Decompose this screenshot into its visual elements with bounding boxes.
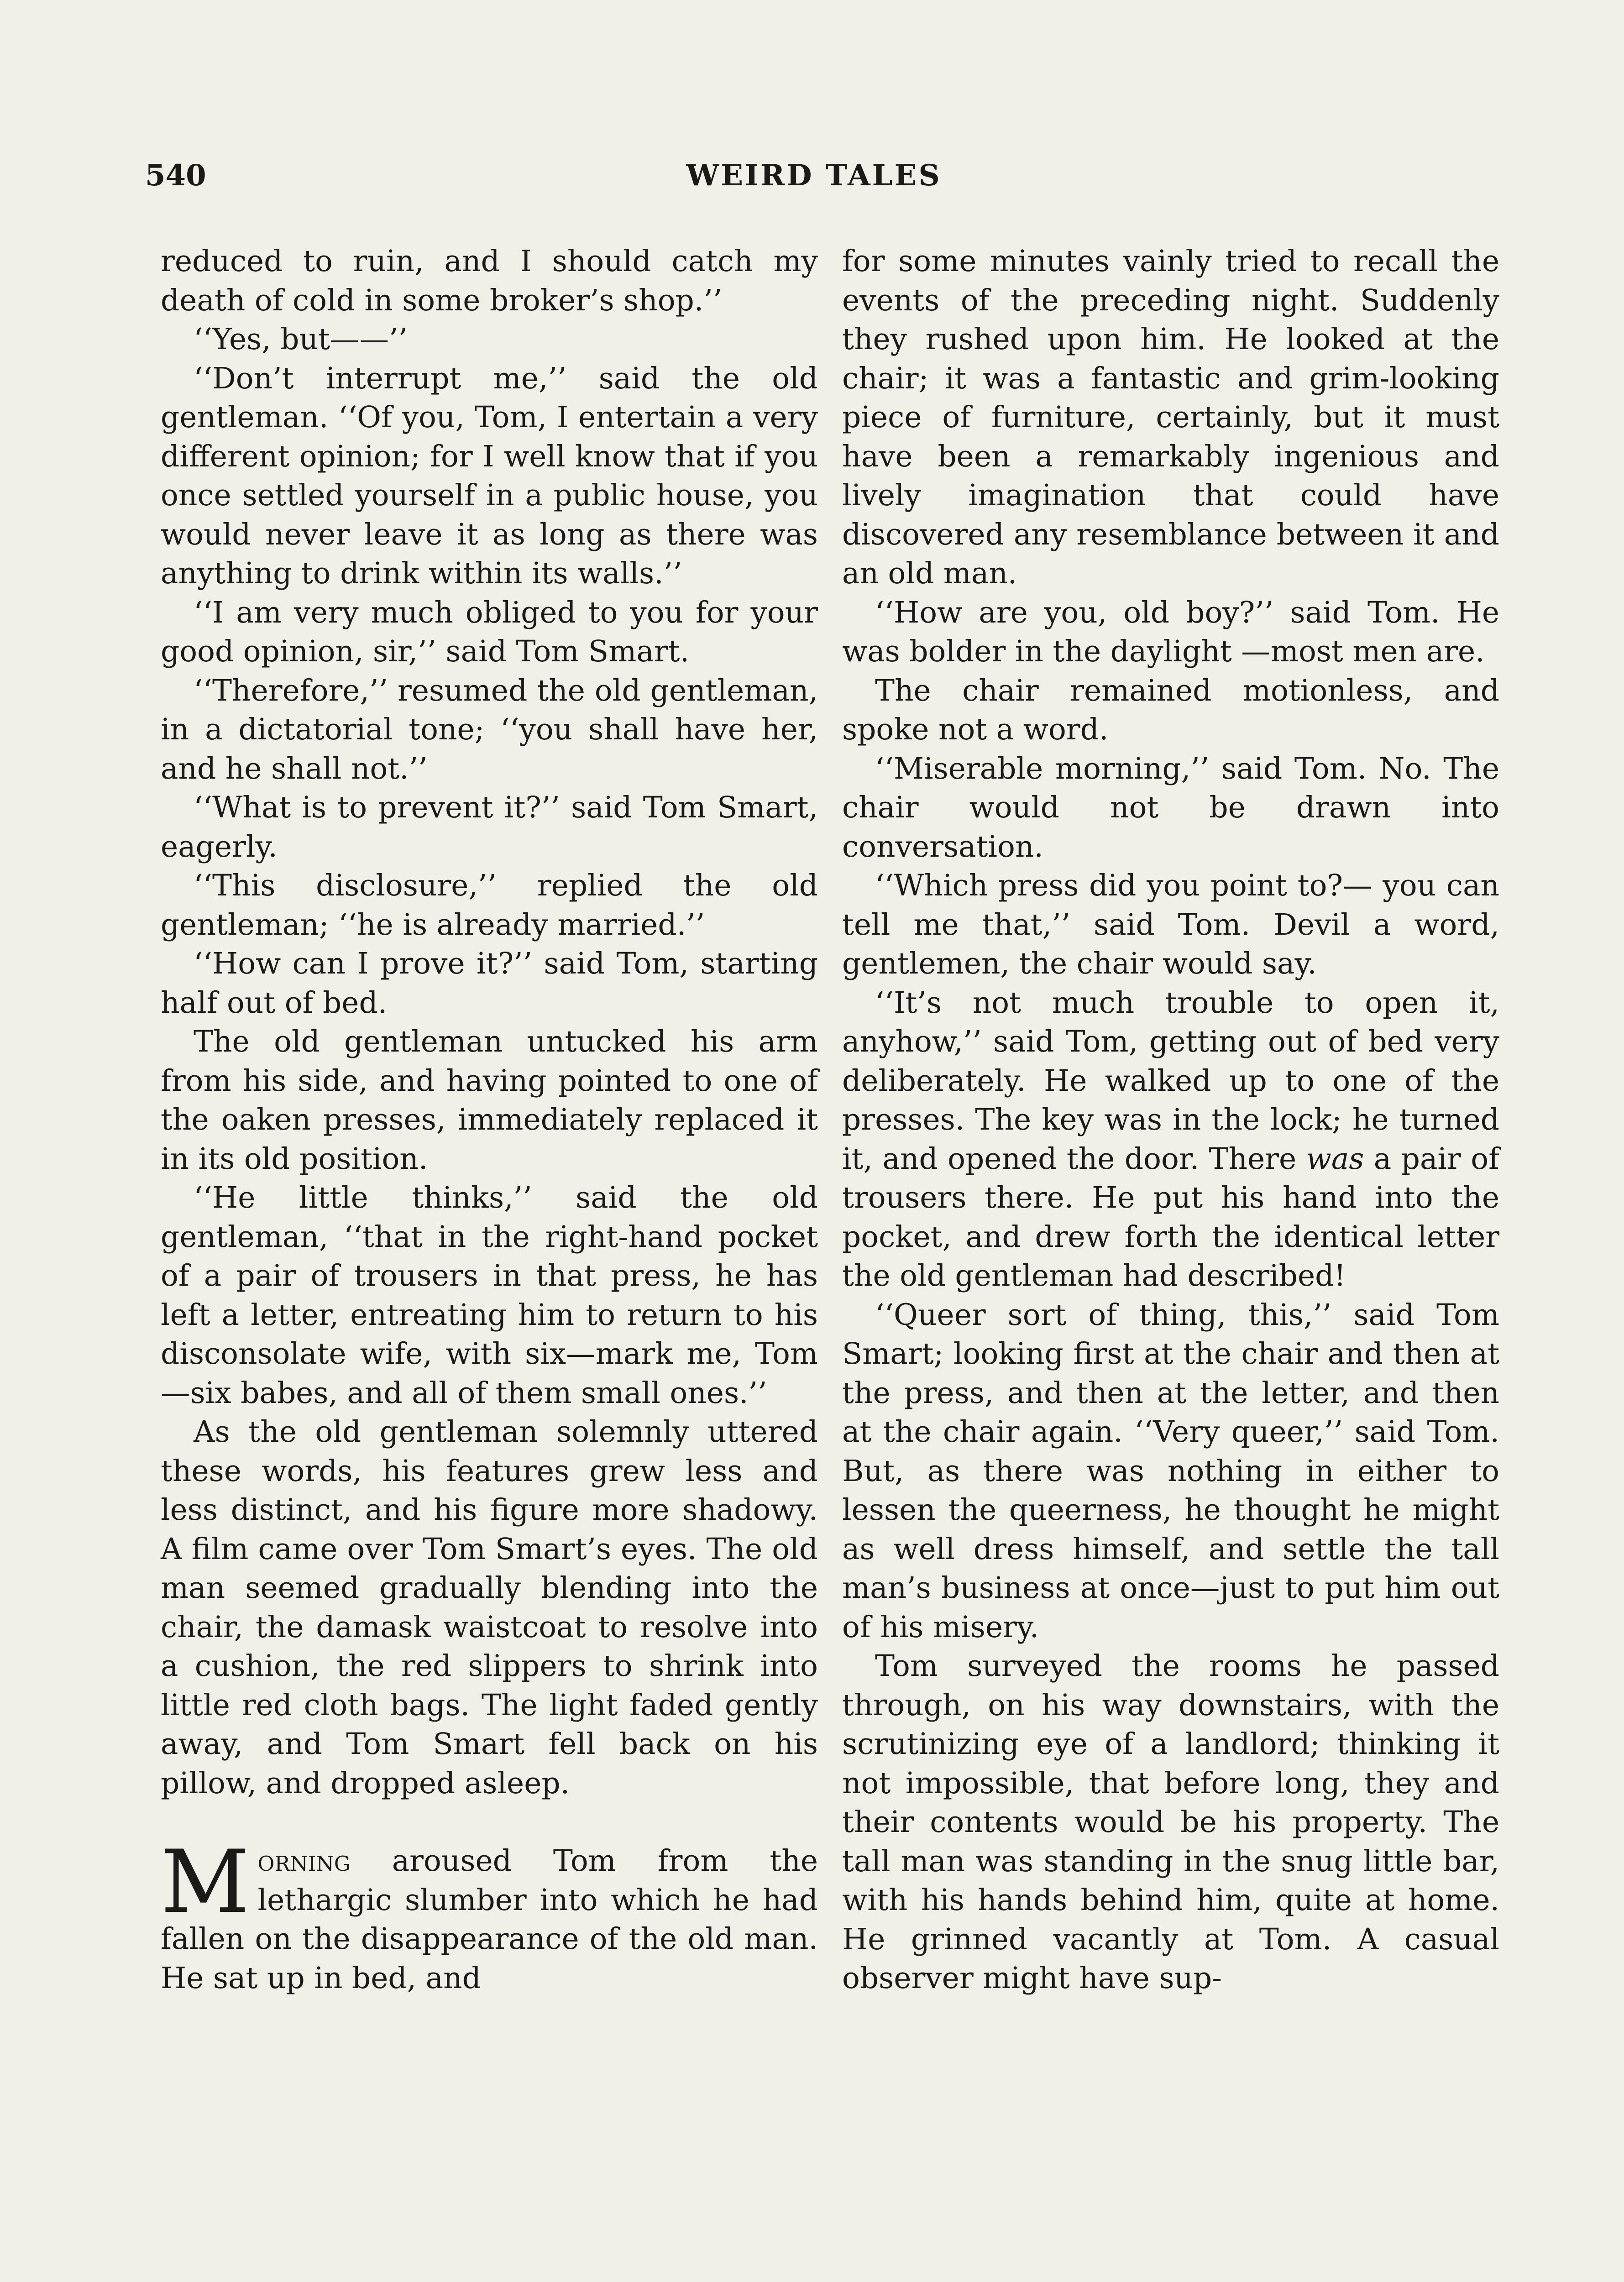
- paragraph: The old gentleman untucked his arm from his side, and having pointed to one of the oaken presses, immediately replaced it in its old position.: [161, 1025, 818, 1176]
- paragraph: ‘‘Which press did you point to?— you can tell me that,’’ said Tom. Devil a word, gentlemen, the chair would say.: [842, 869, 1499, 981]
- paragraph: ‘‘Yes, but——’’: [194, 322, 408, 356]
- paragraph: [842, 984, 1499, 1296]
- paragraph: ‘‘Don’t interrupt me,’’ said the old gentleman. ‘‘Of you, Tom, I entertain a very different opinion; for I well know that if you once settled yourself in a public house, you would never leave it as long as there was anything to drink within its walls.’’: [161, 361, 818, 591]
- paragraph: ‘‘What is to prevent it?’’ said Tom Smart, eagerly.: [161, 790, 818, 864]
- paragraph-text: aroused Tom from the lethargic slumber into which he had fallen on the disappearance of the old man. He sat up in bed, and: [161, 1844, 818, 1995]
- paragraph: As the old gentleman solemnly uttered these words, his features grew less and less distinct, and his figure more shadowy. A film came over Tom Smart’s eyes. The old man seemed gradually blending into the chair, the damask waistcoat to resolve into a cushion, the red slippers to shrink into little red cloth bags. The light faded gently away, and Tom Smart fell back on his pillow, and dropped asleep.: [161, 1415, 818, 1800]
- left-column: [161, 242, 818, 1998]
- paragraph: Tom surveyed the rooms he passed through, on his way downstairs, with the scrutinizing eye of a landlord; thinking it not impossible, that before long, they and their contents would be his property. The tall man was standing in the snug little bar, with his hands behind him, quite at home. He grinned vacantly at Tom. A casual observer might have sup-: [842, 1649, 1499, 1995]
- paragraph: ‘‘This disclosure,’’ replied the old gentleman; ‘‘he is already married.’’: [161, 869, 818, 942]
- italic-word: was: [1306, 1141, 1364, 1176]
- paragraph: ‘‘He little thinks,’’ said the old gentleman, ‘‘that in the right-hand pocket of a pair of trousers in that press, he has left a letter, entreating him to return to his disconsolate wife, with six—mark me, Tom—six babes, and all of them small ones.’’: [161, 1181, 818, 1410]
- paragraph: ‘‘Therefore,’’ resumed the old gentleman, in a dictatorial tone; ‘‘you shall have her, and he shall not.’’: [161, 673, 818, 786]
- running-head: WEIRD TALES: [686, 158, 942, 193]
- paragraph: ‘‘How are you, old boy?’’ said Tom. He was bolder in the daylight —most men are.: [842, 595, 1499, 669]
- paragraph: ‘‘Miserable morning,’’ said Tom. No. The chair would not be drawn into conversation.: [842, 751, 1499, 864]
- paragraph: ‘‘How can I prove it?’’ said Tom, starting half out of bed.: [161, 947, 818, 1020]
- page-number: 540: [145, 158, 206, 193]
- page-header: [145, 151, 1483, 201]
- paragraph: reduced to ruin, and I should catch my death of cold in some broker’s shop.’’: [161, 244, 818, 318]
- paragraph: for some minutes vainly tried to recall the events of the preceding night. Suddenly they rushed upon him. He looked at the chair; it was a fantastic and grim-looking piece of furniture, certainly, but it must have been a remarkably ingenious and lively imagination that could have discovered any resemblance between it and an old man.: [842, 244, 1499, 591]
- drop-cap: M: [161, 1832, 250, 1932]
- paragraph-text: a pair of trousers there. He put his hand into the pocket, and drew forth the identical letter the old gentleman had described!: [842, 1141, 1499, 1293]
- paragraph: The chair remained motionless, and spoke not a word.: [842, 673, 1499, 747]
- paragraph: ‘‘I am very much obliged to you for your good opinion, sir,’’ said Tom Smart.: [161, 595, 818, 669]
- section-start-paragraph: [161, 1832, 818, 1998]
- paragraph: ‘‘Queer sort of thing, this,’’ said Tom Smart; looking first at the chair and then at the press, and then at the letter, and then at the chair again. ‘‘Very queer,’’ said Tom. But, as there was nothing in either to lessen the queerness, he thought he might as well dress himself, and settle the tall man’s business at once—just to put him out of his misery.: [842, 1298, 1499, 1644]
- right-column: [842, 242, 1499, 1998]
- small-caps-lead: orning: [257, 1844, 351, 1878]
- paragraph-text: ‘‘It’s not much trouble to open it, anyhow,’’ said Tom, getting out of bed very deliberately. He walked up to one of the presses. The key was in the lock; he turned it, and opened the door. There: [842, 985, 1499, 1176]
